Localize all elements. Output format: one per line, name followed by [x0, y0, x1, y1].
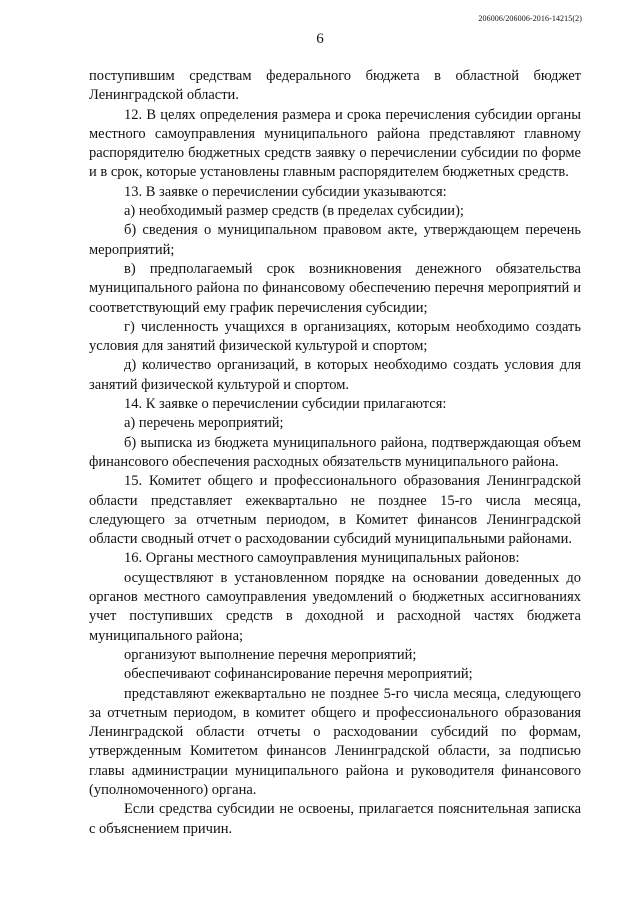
paragraph-1: поступившим средствам федерального бюджета в областной бюджет Ленинградской области.: [89, 68, 581, 104]
page-number: 6: [316, 31, 324, 47]
paragraph-14: осуществляют в установленном порядке на основании доведенных до органов местного самоуправления уведомлений о бюджетных ассигнованиях учет поступивших средств в доходной и расходной частях бюджета муниципального района;: [89, 569, 581, 644]
paragraph-11: б) выписка из бюджета муниципального района, подтверждающая объем финансового обеспечения расходных обязательств муниципального района.: [89, 434, 581, 470]
paragraph-12: 15. Комитет общего и профессионального образования Ленинградской области представляет ежеквартально не позднее 15-го числа месяца, следующего за отчетным периодом, в Комитет финансов Ленинградской области сводный отчет о расходовании субсидий муниципальными районами.: [89, 473, 581, 548]
paragraph-3: 13. В заявке о перечислении субсидии указываются:: [124, 183, 447, 200]
paragraph-8: д) количество организаций, в которых необходимо создать условия для занятий физической культурой и спортом.: [89, 357, 581, 393]
paragraph-17: представляют ежеквартально не позднее 5-го числа месяца, следующего за отчетным периодом, в комитет общего и профессионального образования Ленинградской области отчеты о расходовании субсидий по формам, утвержденным Комитетом финансов Ленинградской области, за подписью главы администрации муниципального района и руководителя финансового (уполномоченного) органа.: [89, 685, 581, 798]
paragraph-7: г) численность учащихся в организациях, которым необходимо создать условия для занятий физической культурой и спортом;: [89, 318, 581, 355]
paragraph-10: а) перечень мероприятий;: [124, 415, 284, 432]
paragraph-4: а) необходимый размер средств (в пределах субсидии);: [124, 203, 464, 220]
paragraph-9: 14. К заявке о перечислении субсидии прилагаются:: [124, 396, 447, 413]
paragraph-13: 16. Органы местного самоуправления муниципальных районов:: [124, 550, 520, 567]
document-body: [89, 67, 581, 839]
paragraph-2: 12. В целях определения размера и срока перечисления субсидии органы местного самоуправления муниципального района представляют главному распорядителю бюджетных средств заявку о перечислении субсидии по форме и в срок, которые установлены главным распорядителем бюджетных средств.: [89, 106, 581, 181]
paragraph-18: Если средства субсидии не освоены, прилагается пояснительная записка с объяснением причин.: [89, 801, 581, 837]
paragraph-5: б) сведения о муниципальном правовом акте, утверждающем перечень мероприятий;: [89, 222, 581, 258]
document-id: 206006/206006-2016-14215(2): [478, 14, 582, 23]
paragraph-6: в) предполагаемый срок возникновения денежного обязательства муниципального района по финансовому обеспечению перечня мероприятий и соответствующий ему график перечисления субсидии;: [89, 260, 581, 316]
paragraph-15: организуют выполнение перечня мероприятий;: [124, 646, 417, 663]
paragraph-16: обеспечивают софинансирование перечня мероприятий;: [124, 666, 473, 683]
